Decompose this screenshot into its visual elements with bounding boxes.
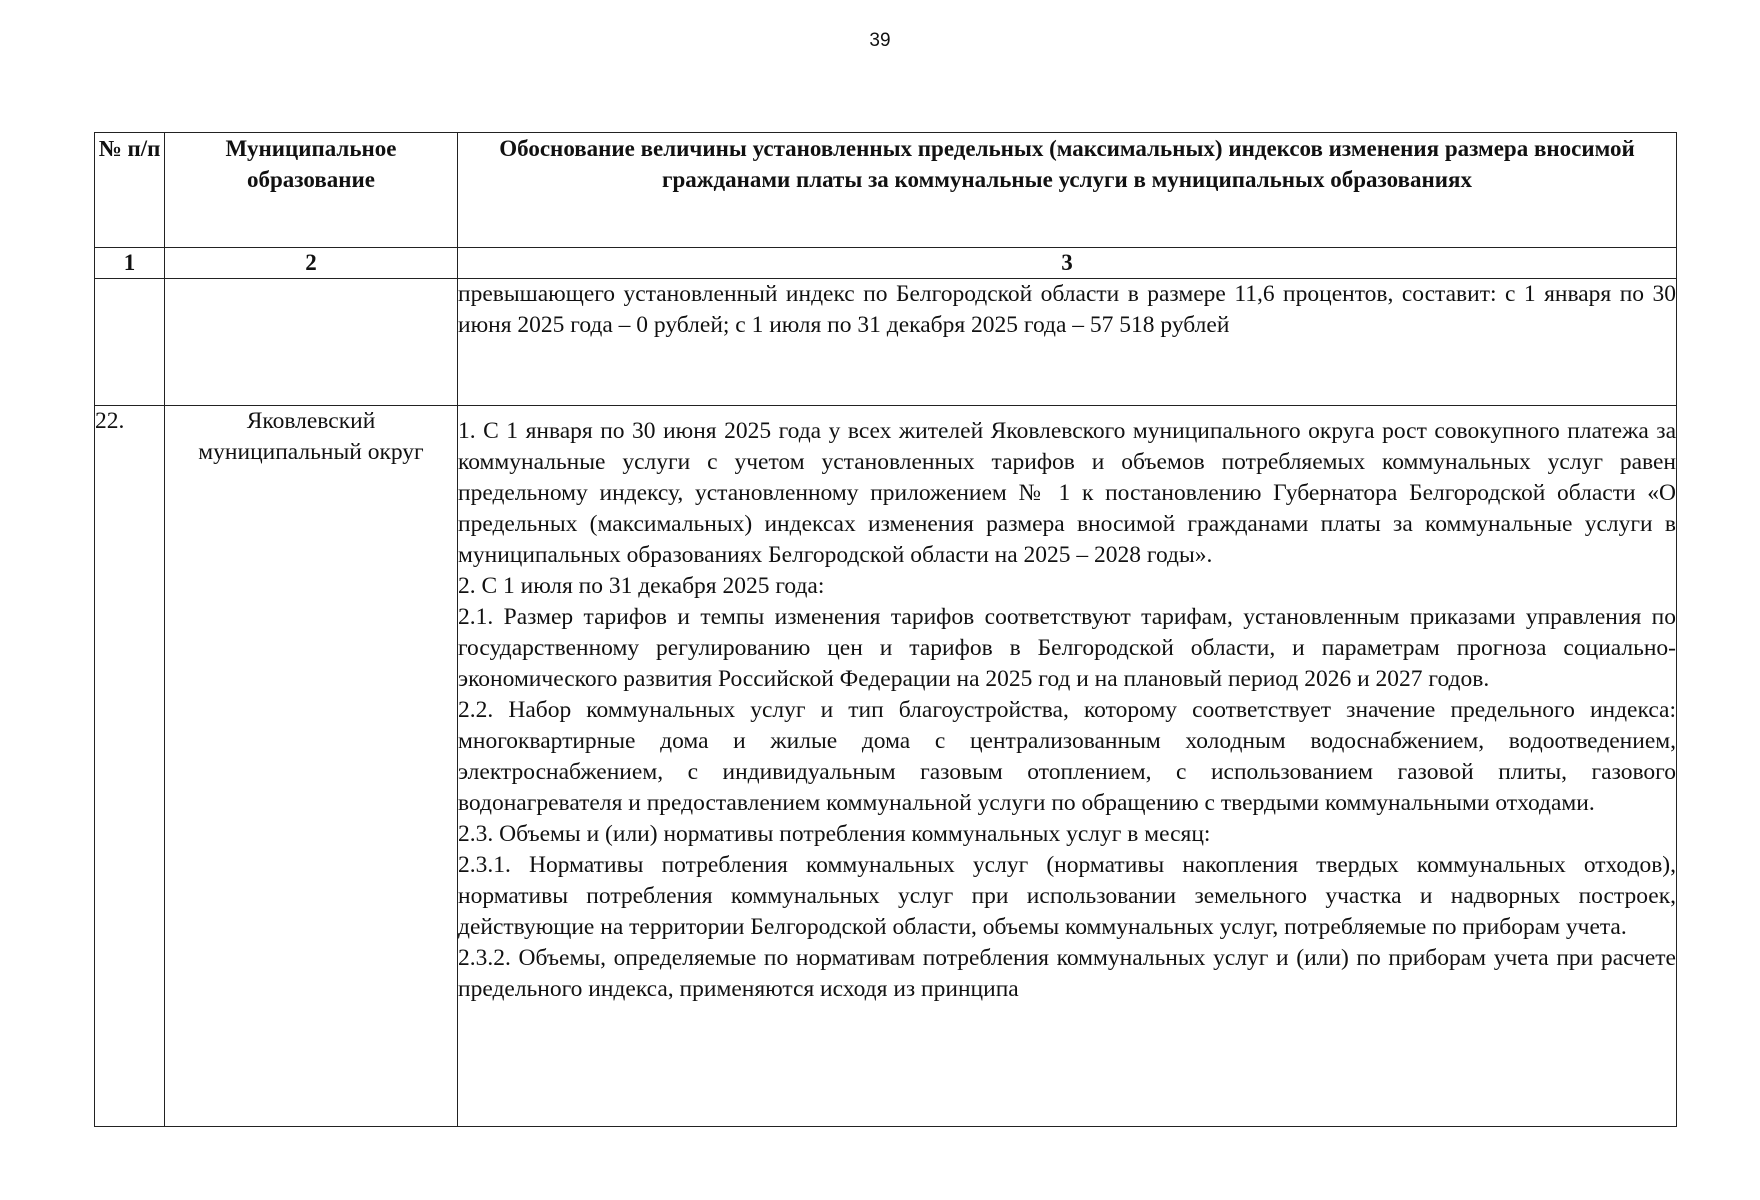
header-justification: Обоснование величины установленных предельных (максимальных) индексов изменения размера вносимой гражданами платы за коммунальные услуги в муниципальных образованиях	[458, 133, 1677, 248]
column-number-1: 1	[95, 248, 165, 279]
page-number: 39	[869, 30, 891, 51]
justification-table	[94, 132, 1677, 1127]
municipality-cell	[165, 279, 458, 406]
justification-paragraph: 2.2. Набор коммунальных услуг и тип благоустройства, которому соответствует значение предельного индекса: многоквартирные дома и жилые дома с централизованным холодным водоснабжением, водоотведением, электроснабжением, с индивидуальным газовым отоплением, с использованием газовой плиты, газового водонагревателя и предоставлением коммунальной услуги по обращению с твердыми коммунальными отходами.	[458, 697, 1676, 816]
justification-paragraph: 2.1. Размер тарифов и темпы изменения тарифов соответствуют тарифам, установленным приказами управления по государственному регулированию цен и тарифов в Белгородской области, и параметрам прогноза социально-экономического развития Российской Федерации на 2025 год и на плановый период 2026 и 2027 годов.	[458, 604, 1676, 692]
row-number-cell: 22.	[95, 406, 165, 1127]
column-number-2: 2	[165, 248, 458, 279]
justification-cell	[458, 279, 1677, 406]
table-header-row	[95, 133, 1677, 248]
justification-paragraph: 2.3.1. Нормативы потребления коммунальных услуг (нормативы накопления твердых коммунальных отходов), нормативы потребления коммунальных услуг при использовании земельного участка и надворных построек, действующие на территории Белгородской области, объемы коммунальных услуг, потребляемые по приборам учета.	[458, 852, 1676, 940]
justification-paragraph: превышающего установленный индекс по Белгородской области в размере 11,6 процентов, составит: с 1 января по 30 июня 2025 года – 0 рублей; с 1 июля по 31 декабря 2025 года – 57 518 рублей	[458, 281, 1676, 338]
header-municipality: Муниципальное образование	[165, 133, 458, 248]
row-number-cell	[95, 279, 165, 406]
justification-paragraph: 2. С 1 июля по 31 декабря 2025 года:	[458, 573, 825, 599]
justification-cell	[458, 406, 1677, 1127]
header-number: № п/п	[95, 133, 165, 248]
justification-paragraph: 1. С 1 января по 30 июня 2025 года у всех жителей Яковлевского муниципального округа рост совокупного платежа за коммунальные услуги с учетом установленных тарифов и объемов потребляемых коммунальных услуг равен предельному индексу, установленному приложением № 1 к постановлению Губернатора Белгородской области «О предельных (максимальных) индексах изменения размера вносимой гражданами платы за коммунальные услуги в муниципальных образованиях Белгородской области на 2025 – 2028 годы».	[458, 418, 1676, 568]
column-number-row	[95, 248, 1677, 279]
table-row	[95, 279, 1677, 406]
table-row	[95, 406, 1677, 1127]
justification-paragraph: 2.3. Объемы и (или) нормативы потребления коммунальных услуг в месяц:	[458, 821, 1211, 847]
justification-paragraph: 2.3.2. Объемы, определяемые по нормативам потребления коммунальных услуг и (или) по приборам учета при расчете предельного индекса, применяются исходя из принципа	[458, 945, 1676, 1002]
column-number-3: 3	[458, 248, 1677, 279]
municipality-cell: Яковлевский муниципальный округ	[165, 406, 458, 1127]
